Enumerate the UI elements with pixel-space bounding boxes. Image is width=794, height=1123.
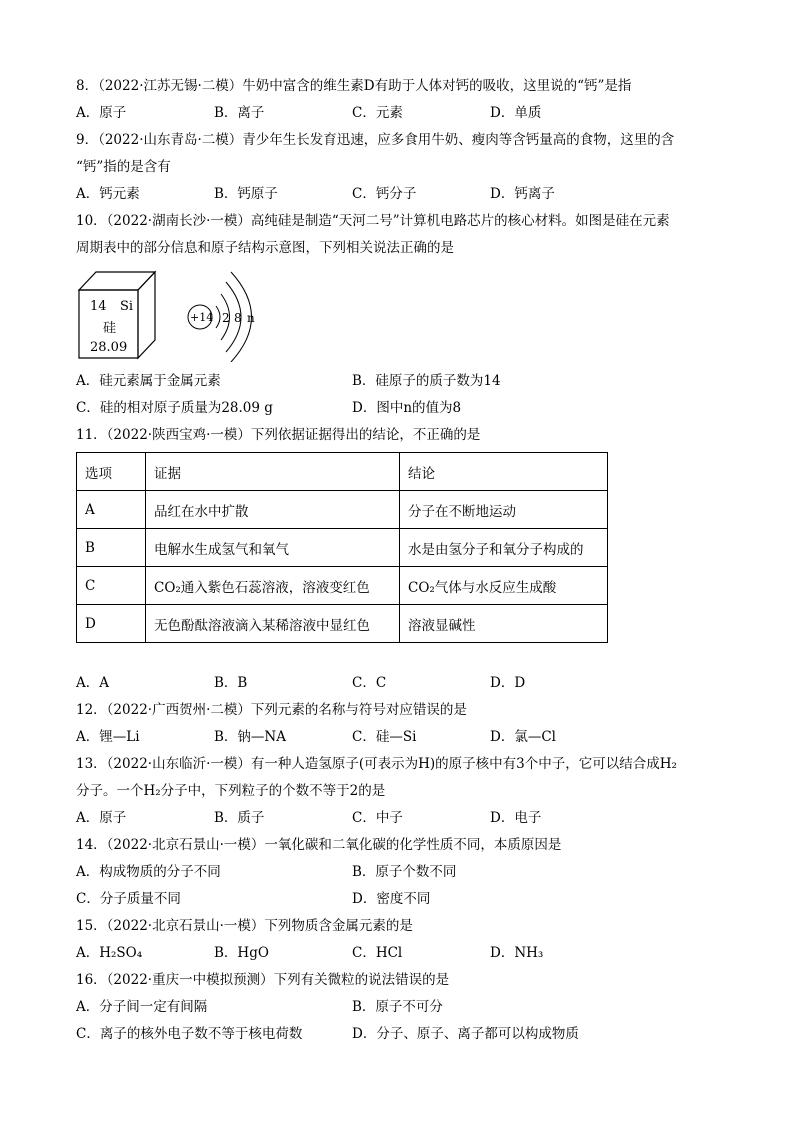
- shell-1-electrons: 2: [222, 311, 230, 325]
- q16-option-a: A．分子间一定有间隔: [76, 999, 208, 1015]
- q11-option-d: D．D: [490, 675, 526, 691]
- element-symbol: Si: [120, 299, 134, 314]
- header-option: 选项: [77, 453, 146, 491]
- atomic-mass: 28.09: [90, 340, 128, 355]
- nucleus-charge: +14: [190, 311, 214, 324]
- element-name: 硅: [103, 321, 117, 336]
- q10-option-b: B．硅原子的质子数为14: [352, 373, 501, 389]
- q12-option-d: D．氯—Cl: [490, 729, 556, 745]
- row-evidence: CO₂通入紫色石蕊溶液，溶液变红色: [146, 567, 400, 605]
- question-13-stem-line1: 13．（2022·山东临沂·一模）有一种人造氢原子(可表示为H)的原子核中有3个中子，它可以结合成H₂: [76, 756, 677, 772]
- row-conclusion: 分子在不断地运动: [400, 491, 608, 529]
- question-10-stem-line1: 10．（2022·湖南长沙·一模）高纯硅是制造“天河二号”计算机电路芯片的核心材料。如图是硅在元素: [76, 213, 670, 229]
- q14-option-c: C．分子质量不同: [76, 891, 181, 907]
- q10-option-c: C．硅的相对原子质量为28.09 g: [76, 400, 273, 416]
- q14-option-d: D．密度不同: [352, 891, 431, 907]
- q13-option-b: B．质子: [214, 810, 265, 826]
- q10-option-d: D．图中n的值为8: [352, 400, 462, 416]
- q16-option-b: B．原子不可分: [352, 999, 443, 1015]
- q15-option-d: D．NH₃: [490, 945, 544, 961]
- question-10-stem-line2: 周期表中的部分信息和原子结构示意图，下列相关说法正确的是: [76, 240, 454, 256]
- q10-option-a: A．硅元素属于金属元素: [76, 373, 221, 389]
- table-row: [77, 491, 608, 529]
- atomic-number: 14: [90, 299, 107, 314]
- question-11-stem: 11．（2022·陕西宝鸡·一模）下列依据证据得出的结论，不正确的是: [76, 427, 481, 443]
- header-conclusion: 结论: [400, 453, 608, 491]
- q12-option-c: C．硅—Si: [352, 729, 417, 745]
- q15-option-b: B．HgO: [214, 945, 269, 961]
- evidence-conclusion-table: [76, 452, 608, 643]
- row-label: D: [77, 605, 146, 643]
- table-row: [77, 567, 608, 605]
- shell-3-electrons: n: [247, 311, 255, 325]
- row-evidence: 电解水生成氢气和氧气: [146, 529, 400, 567]
- row-conclusion: CO₂气体与水反应生成酸: [400, 567, 608, 605]
- q9-option-c: C．钙分子: [352, 186, 417, 202]
- q8-option-d: D．单质: [490, 105, 542, 121]
- row-label: C: [77, 567, 146, 605]
- q16-option-d: D．分子、原子、离子都可以构成物质: [352, 1026, 579, 1042]
- q13-option-c: C．中子: [352, 810, 403, 826]
- q8-option-a: A．原子: [76, 105, 127, 121]
- q13-option-d: D．电子: [490, 810, 542, 826]
- row-label: B: [77, 529, 146, 567]
- question-8-stem: 8．（2022·江苏无锡·二模）牛奶中富含的维生素D有助于人体对钙的吸收，这里说的“钙”是指: [76, 78, 632, 94]
- table-header-row: [77, 453, 608, 491]
- question-12-stem: 12．（2022·广西贺州·二模）下列元素的名称与符号对应错误的是: [76, 702, 467, 718]
- header-evidence: 证据: [146, 453, 400, 491]
- q11-option-b: B．B: [214, 675, 248, 691]
- q16-option-c: C．离子的核外电子数不等于核电荷数: [76, 1026, 303, 1042]
- question-16-stem: 16．（2022·重庆一中模拟预测）下列有关微粒的说法错误的是: [76, 972, 450, 988]
- q15-option-a: A．H₂SO₄: [76, 945, 143, 961]
- shell-2-electrons: 8: [234, 311, 242, 325]
- table-row: [77, 529, 608, 567]
- question-14-stem: 14．（2022·北京石景山·一模）一氧化碳和二氧化碳的化学性质不同，本质原因是: [76, 837, 562, 853]
- question-9-stem-line1: 9．（2022·山东青岛·二模）青少年生长发育迅速，应多食用牛奶、瘦肉等含钙量高的食物，这里的含: [76, 132, 675, 148]
- row-conclusion: 溶液显碱性: [400, 605, 608, 643]
- table-row: [77, 605, 608, 643]
- q9-option-a: A．钙元素: [76, 186, 140, 202]
- row-label: A: [77, 491, 146, 529]
- question-13-stem-line2: 分子。一个H₂分子中，下列粒子的个数不等于2的是: [76, 783, 386, 799]
- q8-option-b: B．离子: [214, 105, 265, 121]
- row-conclusion: 水是由氢分子和氧分子构成的: [400, 529, 608, 567]
- row-evidence: 无色酚酞溶液滴入某稀溶液中显红色: [146, 605, 400, 643]
- row-evidence: 品红在水中扩散: [146, 491, 400, 529]
- q9-option-b: B．钙原子: [214, 186, 278, 202]
- q11-option-c: C．C: [352, 675, 387, 691]
- q14-option-a: A．构成物质的分子不同: [76, 864, 221, 880]
- q14-option-b: B．原子个数不同: [352, 864, 457, 880]
- q9-option-d: D．钙离子: [490, 186, 555, 202]
- q12-option-a: A．锂—Li: [76, 729, 140, 745]
- q11-option-a: A．A: [76, 675, 109, 691]
- q12-option-b: B．钠—NA: [214, 729, 286, 745]
- silicon-element-figure: [76, 266, 276, 362]
- q15-option-c: C．HCl: [352, 945, 403, 961]
- q13-option-a: A．原子: [76, 810, 127, 826]
- question-9-stem-line2: “钙”指的是含有: [76, 159, 171, 175]
- q8-option-c: C．元素: [352, 105, 403, 121]
- question-15-stem: 15．（2022·北京石景山·一模）下列物质含金属元素的是: [76, 918, 413, 934]
